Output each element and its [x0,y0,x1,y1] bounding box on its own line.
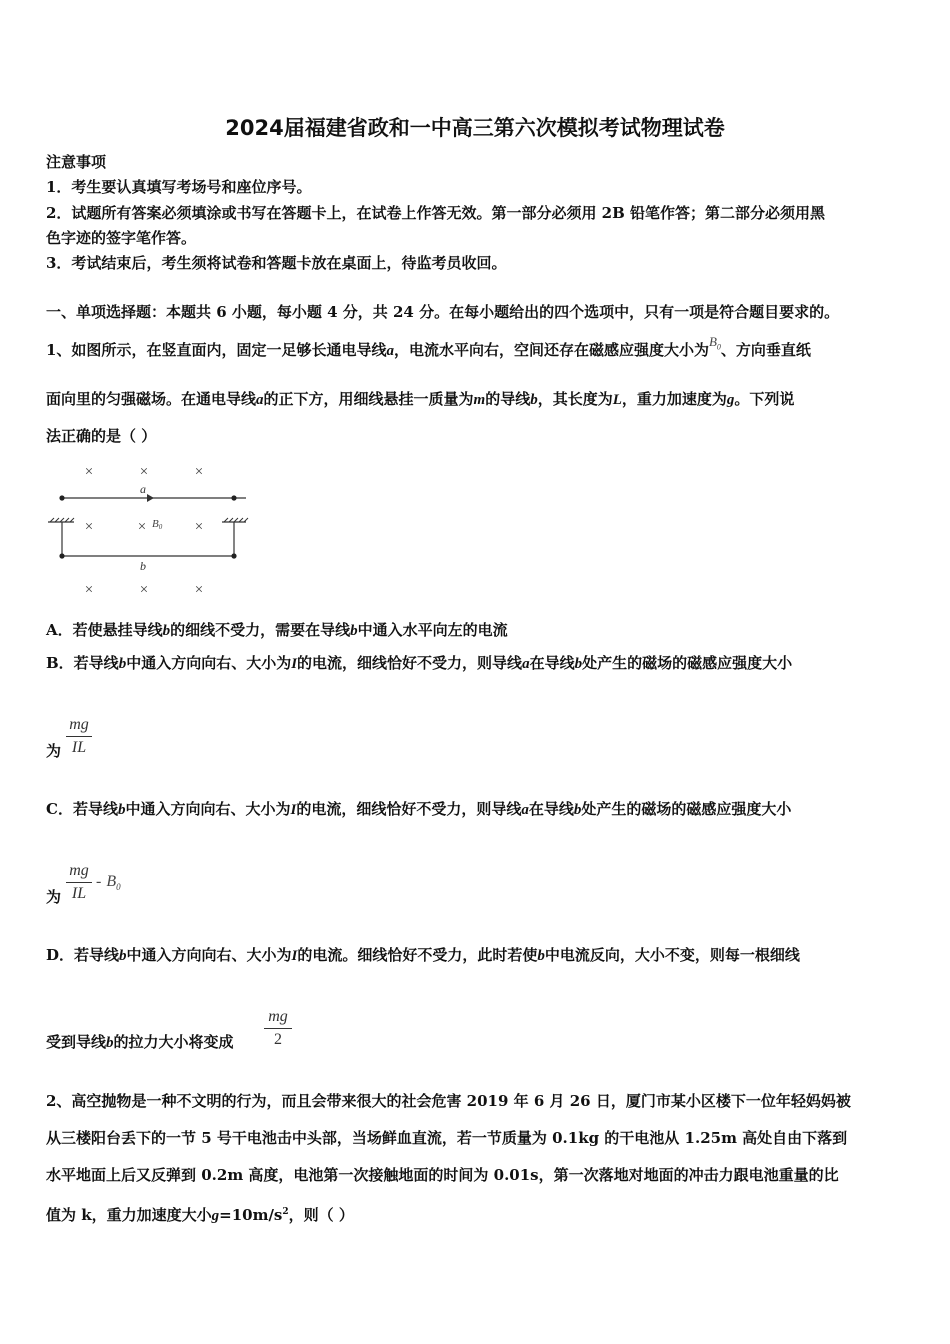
q1-option-c-wei: 为 [46,888,62,906]
label-b: b [140,559,146,573]
q1-option-a: A．若使悬挂导线b的细线不受力，需要在导线b中通入水平向左的电流 [46,621,508,639]
wire-b-end [231,553,236,558]
q1-option-c: C．若导线b中通入方向向右、大小为I的电流，细线恰好不受力，则导线a在导线b处产生的磁场的磁感应强度大小 [46,800,792,818]
wire-a-end [59,495,64,500]
q1-line-1: 1、如图所示，在竖直面内，固定一足够长通电导线a，电流水平向右，空间还存在磁感应强度大小为$B_0$、方向垂直纸 [46,334,811,359]
q1-option-d-line-2: 受到导线b的拉力大小将变成 [46,1033,234,1051]
q2-line-1: 2、高空抛物是一种不文明的行为，而且会带来很大的社会危害 2019 年 6 月 26 日，厦门市某小区楼下一位年轻妈妈被 [46,1092,851,1110]
notice-item-2: 2．试题所有答案必须填涂或书写在答题卡上，在试卷上作答无效。第一部分必须用 2B 铅笔作答；第二部分必须用黑 [46,204,826,222]
wire-b-end [59,553,64,558]
section-heading: 一、单项选择题：本题共 6 小题，每小题 4 分，共 24 分。在每小题给出的四个选项中，只有一项是符合题目要求的。 [46,303,840,321]
notice-item-1: 1．考生要认真填写考场号和座位序号。 [46,178,312,196]
q1-option-d: D．若导线b中通入方向向右、大小为I的电流。细线恰好不受力，此时若使b中电流反向，大小不变，则每一根细线 [46,946,800,964]
field-cross: × [84,519,94,535]
q1-figure [44,458,254,600]
field-cross: × [137,519,147,535]
field-cross: × [194,464,204,480]
q2-line-3: 水平地面上后又反弹到 0.2m 高度，电池第一次接触地面的时间为 0.01s，第一次落地对地面的冲击力跟电池重量的比 [46,1166,839,1184]
field-cross: × [84,464,94,480]
label-a: a [140,482,146,496]
field-cross: × [194,519,204,535]
q1-line-3: 法正确的是（ ） [46,427,157,445]
q1-option-c-fraction: mg IL [66,862,92,903]
q1-option-b-fraction: mg IL [66,716,92,757]
field-cross: × [139,582,149,598]
q1-option-b: B．若导线b中通入方向向右、大小为I的电流，细线恰好不受力，则导线a在导线b处产生的磁场的磁感应强度大小 [46,654,793,672]
field-cross: × [139,464,149,480]
notice-item-2-cont: 色字迹的签字笔作答。 [46,229,197,247]
notice-heading: 注意事项 [46,153,107,171]
field-cross: × [194,582,204,598]
field-cross: × [84,582,94,598]
q1-option-b-wei: 为 [46,742,62,760]
page-title: 2024届福建省政和一中高三第六次模拟考试物理试卷 [225,116,725,140]
notice-item-3: 3．考试结束后，考生须将试卷和答题卡放在桌面上，待监考员收回。 [46,254,507,272]
current-arrow [147,494,154,502]
q1-option-d-fraction: mg 2 [264,1008,292,1049]
q1-line-2: 面向里的匀强磁场。在通电导线a的正下方，用细线悬挂一质量为m的导线b，其长度为L，重力加速度为g。下列说 [46,390,795,408]
label-B0: B0 [152,518,163,531]
q2-line-2: 从三楼阳台丢下的一节 5 号干电池击中头部，当场鲜血直流，若一节质量为 0.1kg 的干电池从 1.25m 高处自由下落到 [46,1129,848,1147]
wire-a-end [231,495,236,500]
q1-option-c-minus-b0: - $B_0$ [96,873,121,893]
q2-line-4: 值为 k，重力加速度大小$g=10m/s^2$，则（ ） [46,1206,354,1224]
